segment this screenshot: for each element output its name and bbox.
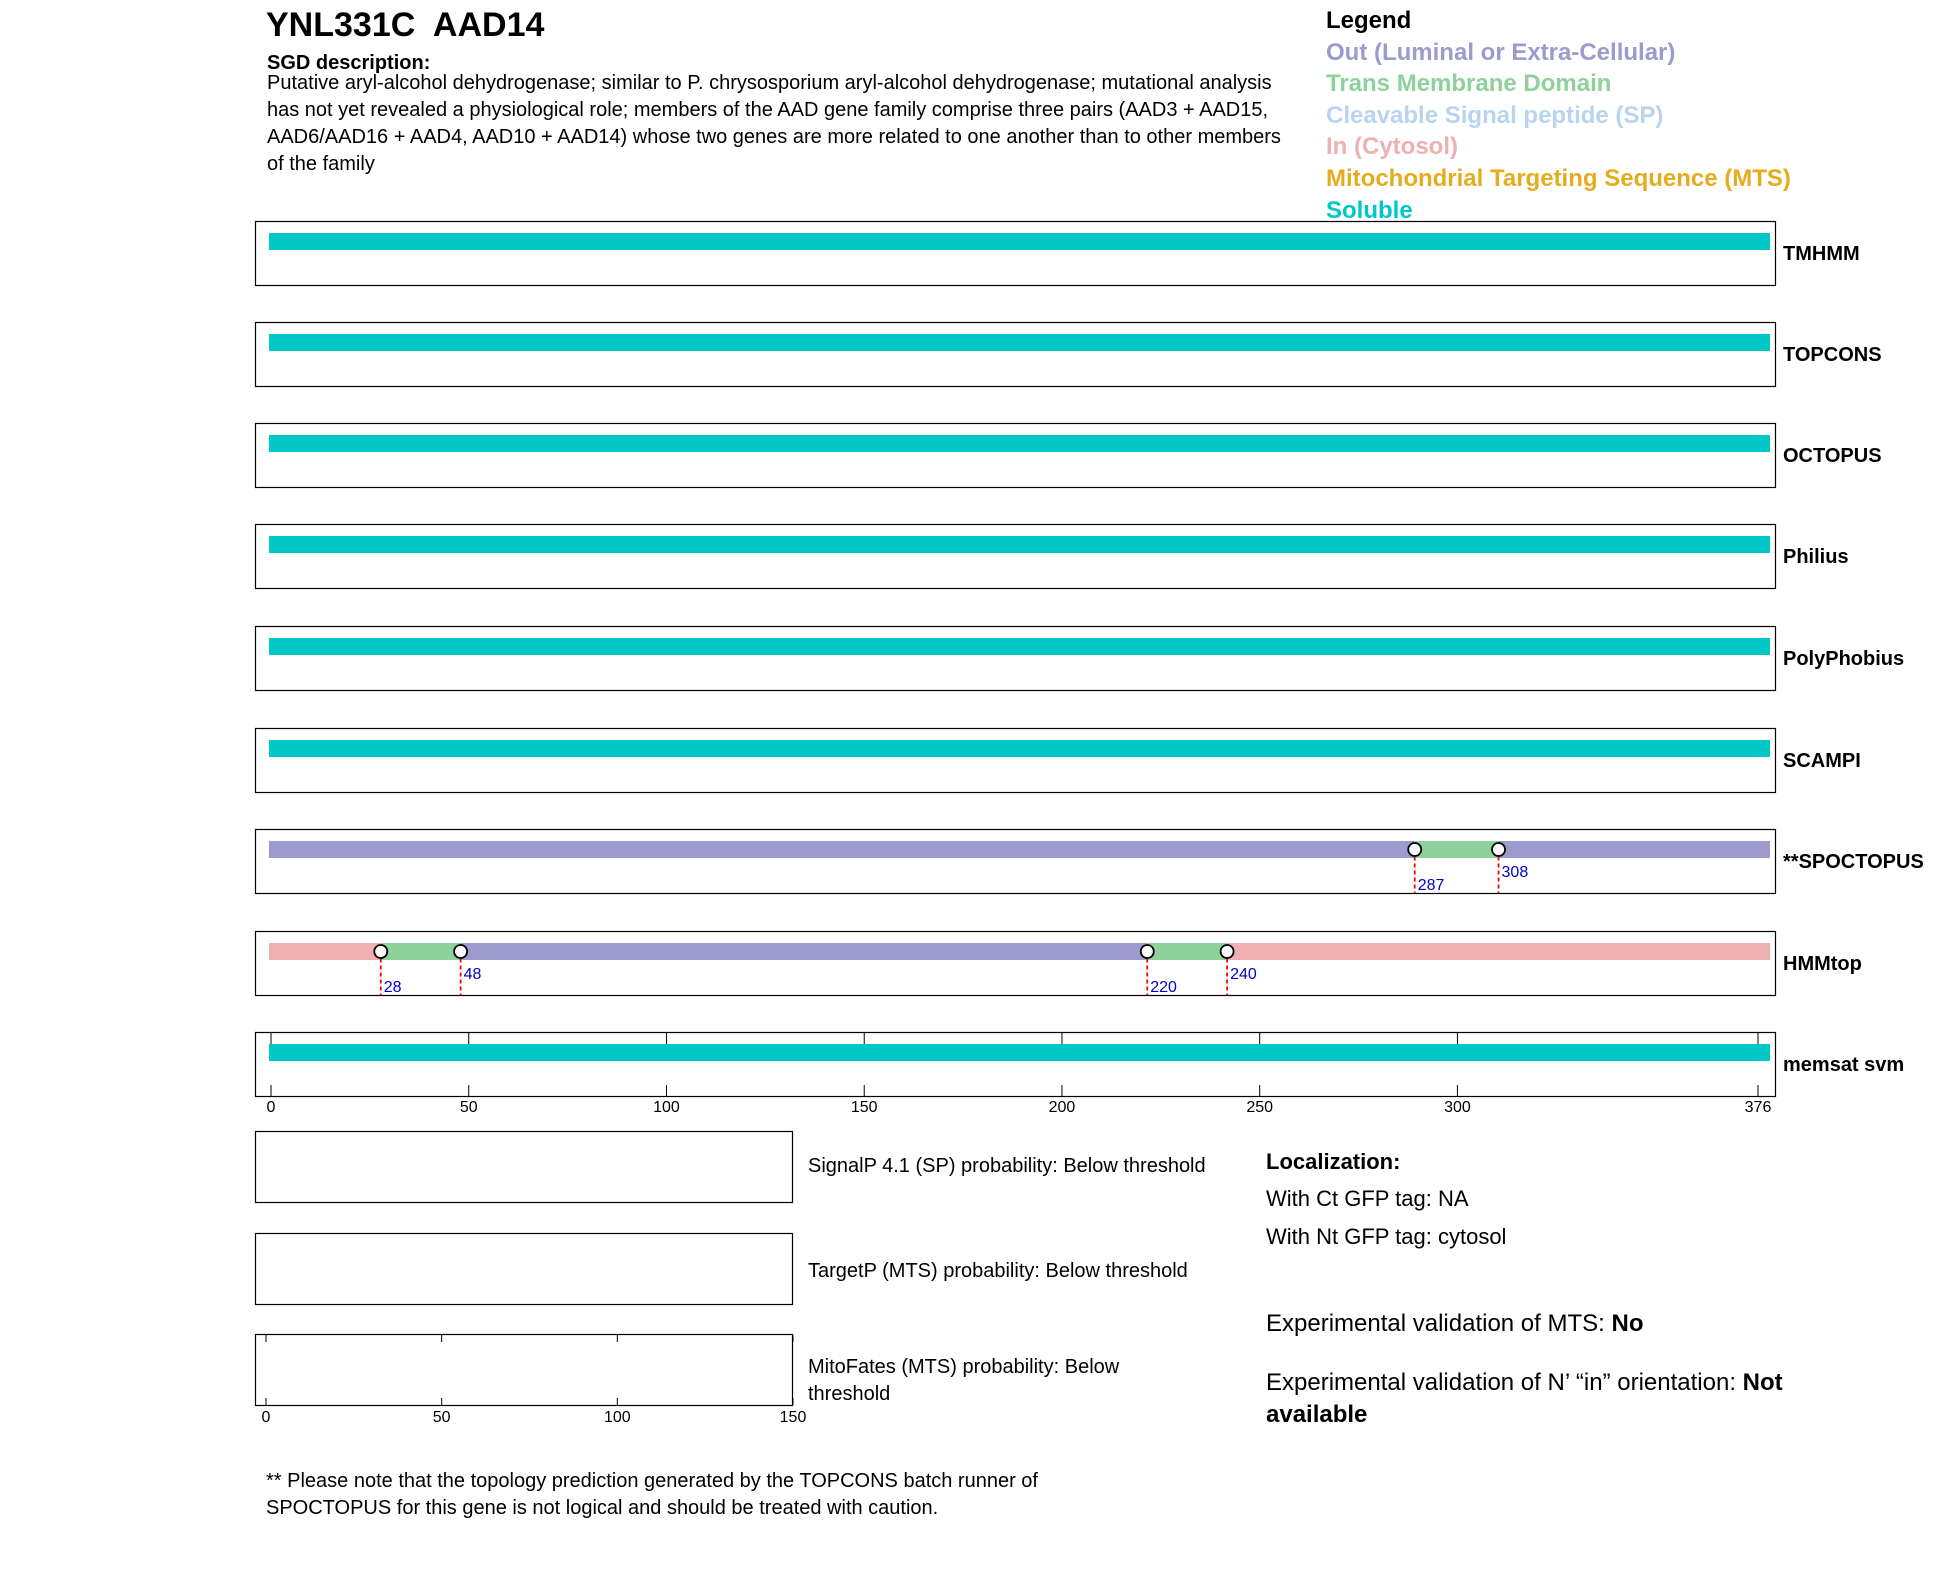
- mitofates-box: [256, 1335, 793, 1406]
- track-label: HMMtop: [1783, 953, 1862, 975]
- mts-validation-label: Experimental validation of MTS:: [1266, 1310, 1612, 1337]
- legend-title: Legend: [1326, 7, 1412, 34]
- boundary-label: 287: [1417, 877, 1445, 894]
- legend-item-tm: Trans Membrane Domain: [1326, 70, 1612, 98]
- footnote: ** Please note that the topology prediction generated by the TOPCONS batch runner of SPOCTOPUS for this gene is not logical and should be treated with caution.: [266, 1470, 1038, 1519]
- segment-bar: [269, 638, 1770, 655]
- segment-bar: [269, 435, 1770, 452]
- segment-bar: [269, 943, 381, 960]
- sgd-description-text: Putative aryl-alcohol dehydrogenase; similar to P. chrysosporium aryl-alcohol dehydrogenase; mutational analysis has not yet revealed a physiological role; members of the AAD gene family comprise three pairs (AAD3 + AAD15, AAD6/AAD16 + AAD4, AAD10 + AAD14) whose two genes are more related to one another than to other members of the family: [267, 72, 1281, 175]
- segment-bar: [381, 943, 461, 960]
- track-label: TOPCONS: [1783, 344, 1882, 366]
- boundary-marker: [374, 945, 387, 958]
- mitofates-probability: MitoFates (MTS) probability: Below threshold: [808, 1356, 1120, 1405]
- boundary-label: 240: [1230, 966, 1257, 983]
- segment-bar: [269, 740, 1770, 757]
- x-tick-label: 300: [1444, 1099, 1471, 1116]
- boundary-label: 28: [383, 979, 402, 996]
- x-tick-label: 200: [1048, 1099, 1076, 1116]
- track-label: PolyPhobius: [1783, 648, 1905, 670]
- orientation-validation-value: Not available: [1266, 1369, 1783, 1428]
- track-frame: [256, 323, 1776, 387]
- boundary-label: 308: [1501, 864, 1529, 881]
- track-frame: [256, 932, 1776, 996]
- x-tick-label: 150: [850, 1099, 878, 1116]
- x-tick-label: 250: [1246, 1099, 1274, 1116]
- legend-item-sp: Cleavable Signal peptide (SP): [1326, 101, 1664, 129]
- signalp-probability: SignalP 4.1 (SP) probability: Below threshold: [808, 1155, 1206, 1177]
- track-label: TMHMM: [1783, 243, 1860, 265]
- legend-item-mts: Mitochondrial Targeting Sequence (MTS): [1326, 164, 1791, 192]
- boundary-marker: [1141, 945, 1154, 958]
- prob-x-tick-label: 50: [432, 1409, 451, 1426]
- page-title: YNL331C AAD14: [266, 6, 545, 44]
- track-frame: [256, 222, 1776, 286]
- x-tick-label: 50: [459, 1099, 478, 1116]
- mts-validation: [1266, 1308, 1866, 1340]
- localization-ct: With Ct GFP tag: NA: [1266, 1186, 1469, 1211]
- boundary-marker: [454, 945, 467, 958]
- localization-heading: Localization:: [1266, 1149, 1401, 1174]
- prob-x-tick-label: 0: [261, 1409, 271, 1426]
- legend-item-in: In (Cytosol): [1326, 133, 1458, 161]
- track-frame: [256, 525, 1776, 589]
- segment-bar: [269, 1044, 1770, 1061]
- prob-x-tick-label: 100: [603, 1409, 631, 1426]
- track-label: memsat svm: [1783, 1054, 1905, 1076]
- legend-item-out: Out (Luminal or Extra-Cellular): [1326, 38, 1676, 66]
- track-label: OCTOPUS: [1783, 445, 1882, 467]
- segment-bar: [1499, 841, 1770, 858]
- legend-item-soluble: Soluble: [1326, 196, 1413, 224]
- track-frame: [256, 1033, 1776, 1097]
- mts-validation-value: No: [1611, 1310, 1644, 1337]
- track-frame: [256, 424, 1776, 488]
- boundary-marker: [1221, 945, 1234, 958]
- segment-bar: [269, 334, 1770, 351]
- track-frame: [256, 729, 1776, 793]
- orientation-validation: [1266, 1367, 1866, 1431]
- x-tick-label: 100: [653, 1099, 680, 1116]
- targetp-probability: TargetP (MTS) probability: Below threshold: [808, 1260, 1188, 1282]
- x-tick-label: 0: [266, 1099, 276, 1116]
- orientation-validation-label: Experimental validation of N’ “in” orientation:: [1266, 1369, 1743, 1396]
- track-frame: [256, 830, 1776, 894]
- segment-bar: [1227, 943, 1770, 960]
- segment-bar: [461, 943, 1148, 960]
- segment-bar: [269, 233, 1770, 250]
- track-frame: [256, 627, 1776, 691]
- boundary-label: 48: [463, 966, 482, 983]
- prob-x-tick-label: 150: [779, 1409, 807, 1426]
- track-label: Philius: [1783, 546, 1849, 568]
- boundary-label: 220: [1150, 979, 1177, 996]
- boundary-marker: [1492, 843, 1505, 856]
- segment-bar: [269, 536, 1770, 553]
- localization-nt: With Nt GFP tag: cytosol: [1266, 1224, 1507, 1249]
- segment-bar: [1147, 943, 1227, 960]
- segment-bar: [1415, 841, 1499, 858]
- boundary-marker: [1408, 843, 1421, 856]
- track-label: **SPOCTOPUS: [1783, 851, 1924, 873]
- signalp-box: [256, 1132, 793, 1203]
- targetp-box: [256, 1234, 793, 1305]
- track-label: SCAMPI: [1783, 750, 1861, 772]
- segment-bar: [269, 841, 1415, 858]
- sgd-description-heading: SGD description:: [267, 52, 431, 74]
- x-tick-label: 376: [1744, 1099, 1772, 1116]
